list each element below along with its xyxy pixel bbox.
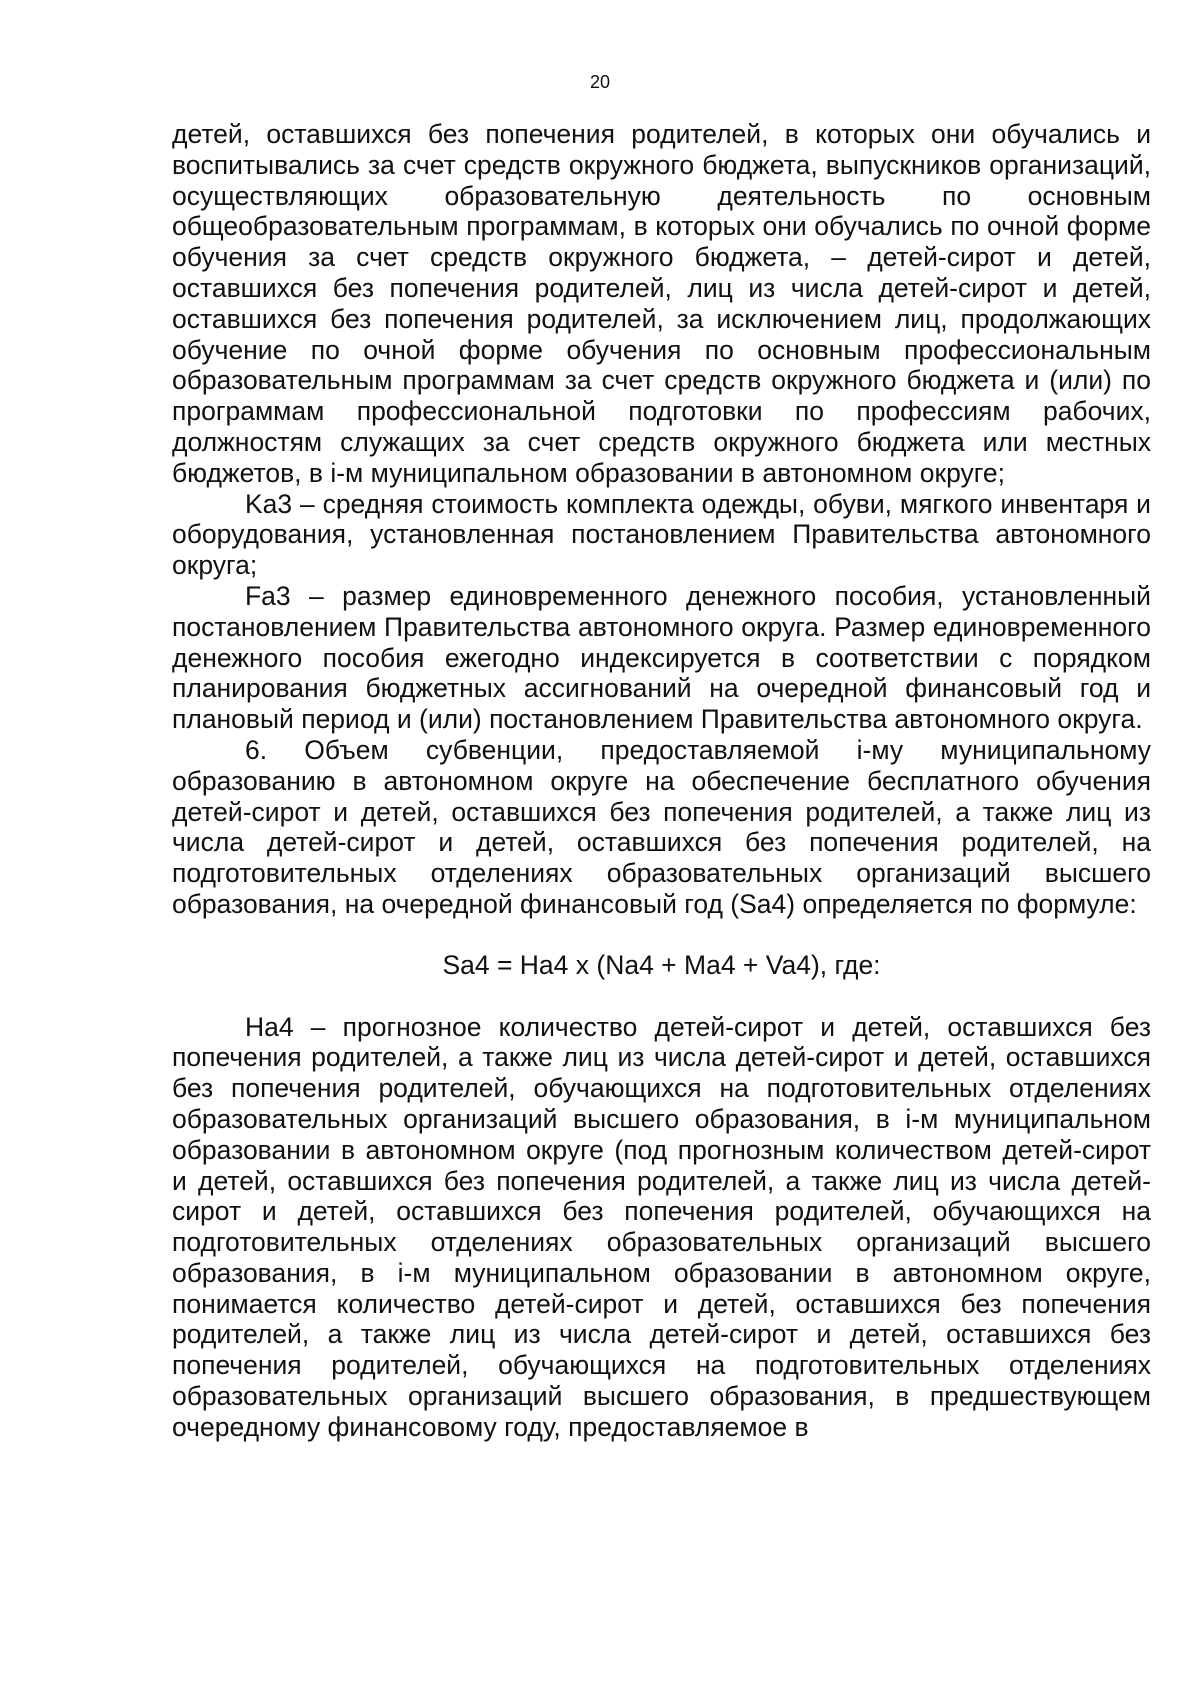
paragraph-fa3-definition: Fa3 – размер единовременного денежного пособия, установленный постановлением Правительства автономного округа. Размер единовременного денежного пособия ежегодно индексируется в соответствии с порядком планирования бюджетных ассигнований на очередной финансовый год и плановый период и (или) постановлением Правительства автономного округа. — [172, 580, 1151, 735]
document-body — [172, 119, 1151, 1443]
paragraph-item-6: 6. Объем субвенции, предоставляемой i-му муниципальному образованию в автономном округе на обеспечение бесплатного обучения детей-сирот и детей, оставшихся без попечения родителей, а также лиц из числа детей-сирот и детей, оставшихся без попечения родителей, на подготовительных отделениях образовательных организаций высшего образования, на очередной финансовый год (Sa4) определяется по формуле: — [172, 734, 1151, 919]
page-number: 20 — [589, 72, 611, 92]
paragraph-ha4-definition: Ha4 – прогнозное количество детей-сирот и детей, оставшихся без попечения родителей, а также лиц из числа детей-сирот и детей, оставшихся без попечения родителей, обучающихся на подготовительных отделениях образовательных организаций высшего образования, в i-м муниципальном образовании в автономном округе (под прогнозным количеством детей-сирот и детей, оставшихся без попечения родителей, а также лиц из числа детей-сирот и детей, оставшихся без попечения родителей, обучающихся на подготовительных отделениях образовательных организаций высшего образования, в i-м муниципальном образовании в автономном округе, понимается количество детей-сирот и детей, оставшихся без попечения родителей, а также лиц из числа детей-сирот и детей, оставшихся без попечения родителей, обучающихся на подготовительных отделениях образовательных организаций высшего образования, в предшествующем очередному финансовому году, предоставляемое в — [172, 1011, 1151, 1442]
paragraph-ka3-definition: Ka3 – средняя стоимость комплекта одежды, обуви, мягкого инвентаря и оборудования, установленная постановлением Правительства автономного округа; — [172, 488, 1151, 581]
paragraph-continuation: детей, оставшихся без попечения родителей, в которых они обучались и воспитывались за счет средств окружного бюджета, выпускников организаций, осуществляющих образовательную деятельность по основным общеобразовательным программам, в которых они обучались по очной форме обучения за счет средств окружного бюджета, – детей-сирот и детей, оставшихся без попечения родителей, лиц из числа детей-сирот и детей, оставшихся без попечения родителей, за исключением лиц, продолжающих обучение по очной форме обучения по основным профессиональным образовательным программам за счет средств окружного бюджета и (или) по программам профессиональной подготовки по профессиям рабочих, должностям служащих за счет средств окружного бюджета или местных бюджетов, в i-м муниципальном образовании в автономном округе; — [172, 119, 1151, 488]
formula-sa4: Sa4 = Ha4 x (Na4 + Ma4 + Va4), где: — [442, 949, 881, 980]
